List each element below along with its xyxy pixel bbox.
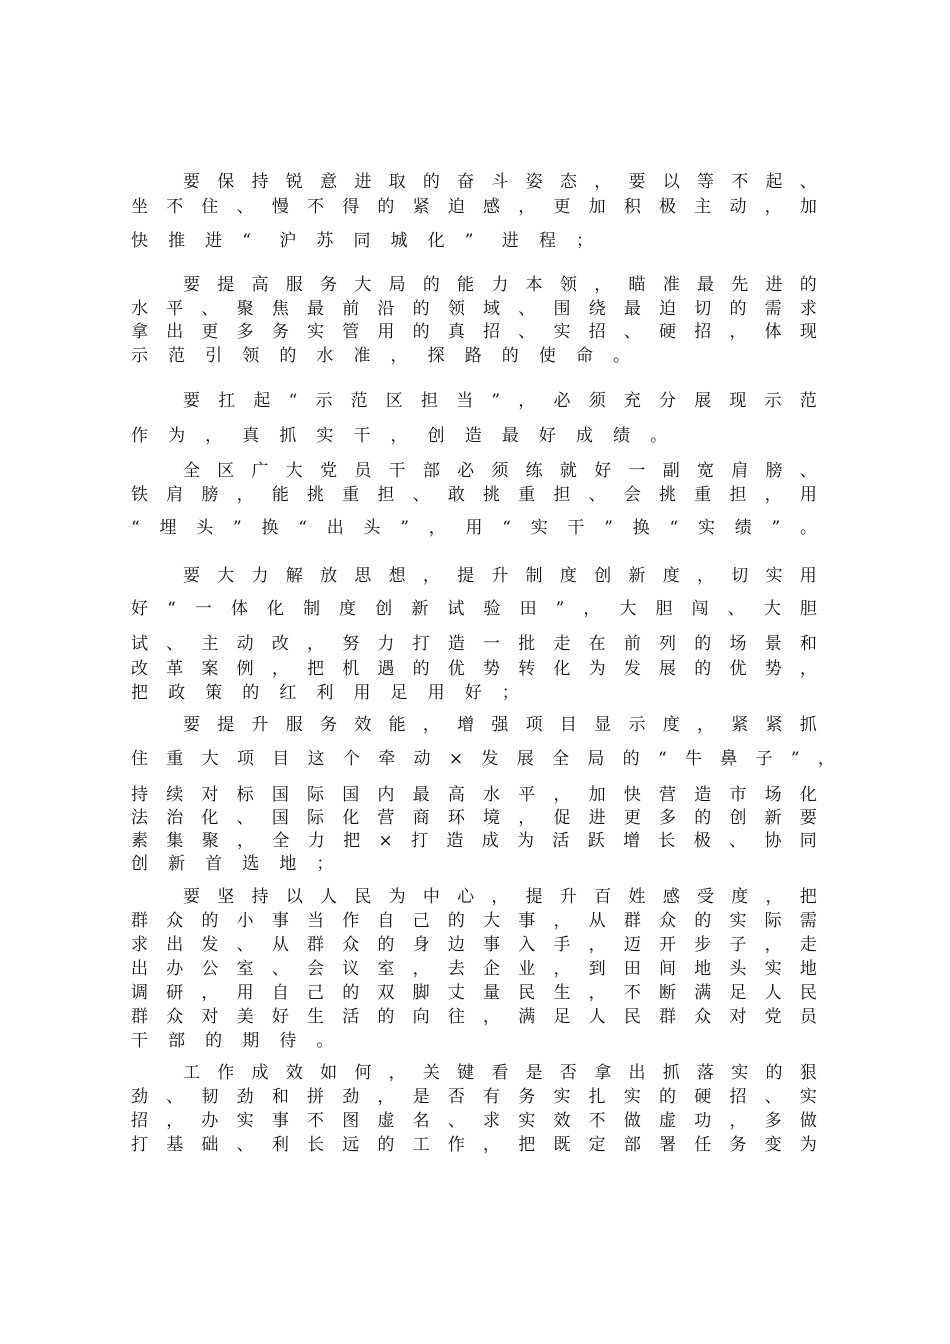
text-line: 要 扛 起 “ 示 范 区 担 当 ” ， 必 须 充 分 展 现 示 范	[183, 391, 817, 411]
text-line: 出 办 公 室 、 会 议 室 ， 去 企 业 ， 到 田 间 地 头 实 地	[131, 959, 817, 979]
text-line: 拿 出 更 多 务 实 管 用 的 真 招 、 实 招 、 硬 招 ， 体 现	[131, 322, 817, 342]
text-line: 作 为 ， 真 抓 实 干 ， 创 造 最 好 成 绩 。	[131, 426, 668, 446]
text-line: 要 坚 持 以 人 民 为 中 心 ， 提 升 百 姓 感 受 度 ， 把	[183, 887, 817, 907]
text-line: 持 续 对 标 国 际 国 内 最 高 水 平 ， 加 快 营 造 市 场 化	[131, 785, 817, 805]
text-line: 干 部 的 期 待 。	[131, 1031, 334, 1051]
text-line: 水 平 、 聚 焦 最 前 沿 的 领 域 、 围 绕 最 迫 切 的 需 求	[131, 299, 817, 319]
text-line: 劲 、 韧 劲 和 拼 劲 ， 是 否 有 务 实 扎 实 的 硬 招 、 实	[131, 1087, 817, 1107]
text-line: 好 “ 一 体 化 制 度 创 新 试 验 田 ” ， 大 胆 闯 、 大 胆	[131, 599, 817, 619]
text-line: 把 政 策 的 红 利 用 足 用 好 ；	[131, 683, 519, 703]
text-line: 住 重 大 项 目 这 个 牵 动 × 发 展 全 局 的 “ 牛 鼻 子 ” ，	[131, 749, 835, 769]
text-line: 改 革 案 例 ， 把 机 遇 的 优 势 转 化 为 发 展 的 优 势 ，	[131, 659, 817, 679]
text-line: 要 提 升 服 务 效 能 ， 增 强 项 目 显 示 度 ， 紧 紧 抓	[183, 715, 817, 735]
text-line: 要 大 力 解 放 思 想 ， 提 升 制 度 创 新 度 ， 切 实 用	[183, 566, 817, 586]
text-line: 全 区 广 大 党 员 干 部 必 须 练 就 好 一 副 宽 肩 膀 、	[183, 461, 817, 481]
text-line: 要 保 持 锐 意 进 取 的 奋 斗 姿 态 ， 要 以 等 不 起 、	[183, 172, 817, 192]
text-line: 铁 肩 膀 ， 能 挑 重 担 、 敢 挑 重 担 、 会 挑 重 担 ， 用	[131, 485, 817, 505]
text-line: “ 埋 头 ” 换 “ 出 头 ” ， 用 “ 实 干 ” 换 “ 实 绩 ” 。	[131, 518, 817, 538]
text-line: 群 众 对 美 好 生 活 的 向 往 ， 满 足 人 民 群 众 对 党 员	[131, 1007, 817, 1027]
text-line: 坐 不 住 、 慢 不 得 的 紧 迫 感 ， 更 加 积 极 主 动 ， 加	[131, 197, 817, 217]
text-line: 示 范 引 领 的 水 准 ， 探 路 的 使 命 。	[131, 346, 631, 366]
text-line: 素 集 聚 ， 全 力 把 × 打 造 成 为 活 跃 增 长 极 、 协 同	[131, 831, 817, 851]
text-line: 法 治 化 、 国 际 化 营 商 环 境 ， 促 进 更 多 的 创 新 要	[131, 808, 817, 828]
text-line: 试 、 主 动 改 ， 努 力 打 造 一 批 走 在 前 列 的 场 景 和	[131, 634, 817, 654]
text-line: 创 新 首 选 地 ；	[131, 854, 334, 874]
text-line: 求 出 发 、 从 群 众 的 身 边 事 入 手 ， 迈 开 步 子 ， 走	[131, 935, 817, 955]
text-line: 要 提 高 服 务 大 局 的 能 力 本 领 ， 瞄 准 最 先 进 的	[183, 275, 817, 295]
text-line: 快 推 进 “ 沪 苏 同 城 化 ” 进 程 ；	[131, 231, 593, 251]
text-line: 招 ， 办 实 事 不 图 虚 名 、 求 实 效 不 做 虚 功 ， 多 做	[131, 1111, 817, 1131]
text-line: 调 研 ， 用 自 己 的 双 脚 丈 量 民 生 ， 不 断 满 足 人 民	[131, 983, 817, 1003]
text-line: 群 众 的 小 事 当 作 自 己 的 大 事 ， 从 群 众 的 实 际 需	[131, 911, 817, 931]
text-line: 打 基 础 、 利 长 远 的 工 作 ， 把 既 定 部 署 任 务 变 为	[131, 1135, 817, 1155]
text-line: 工 作 成 效 如 何 ， 关 键 看 是 否 拿 出 抓 落 实 的 狠	[183, 1063, 817, 1083]
